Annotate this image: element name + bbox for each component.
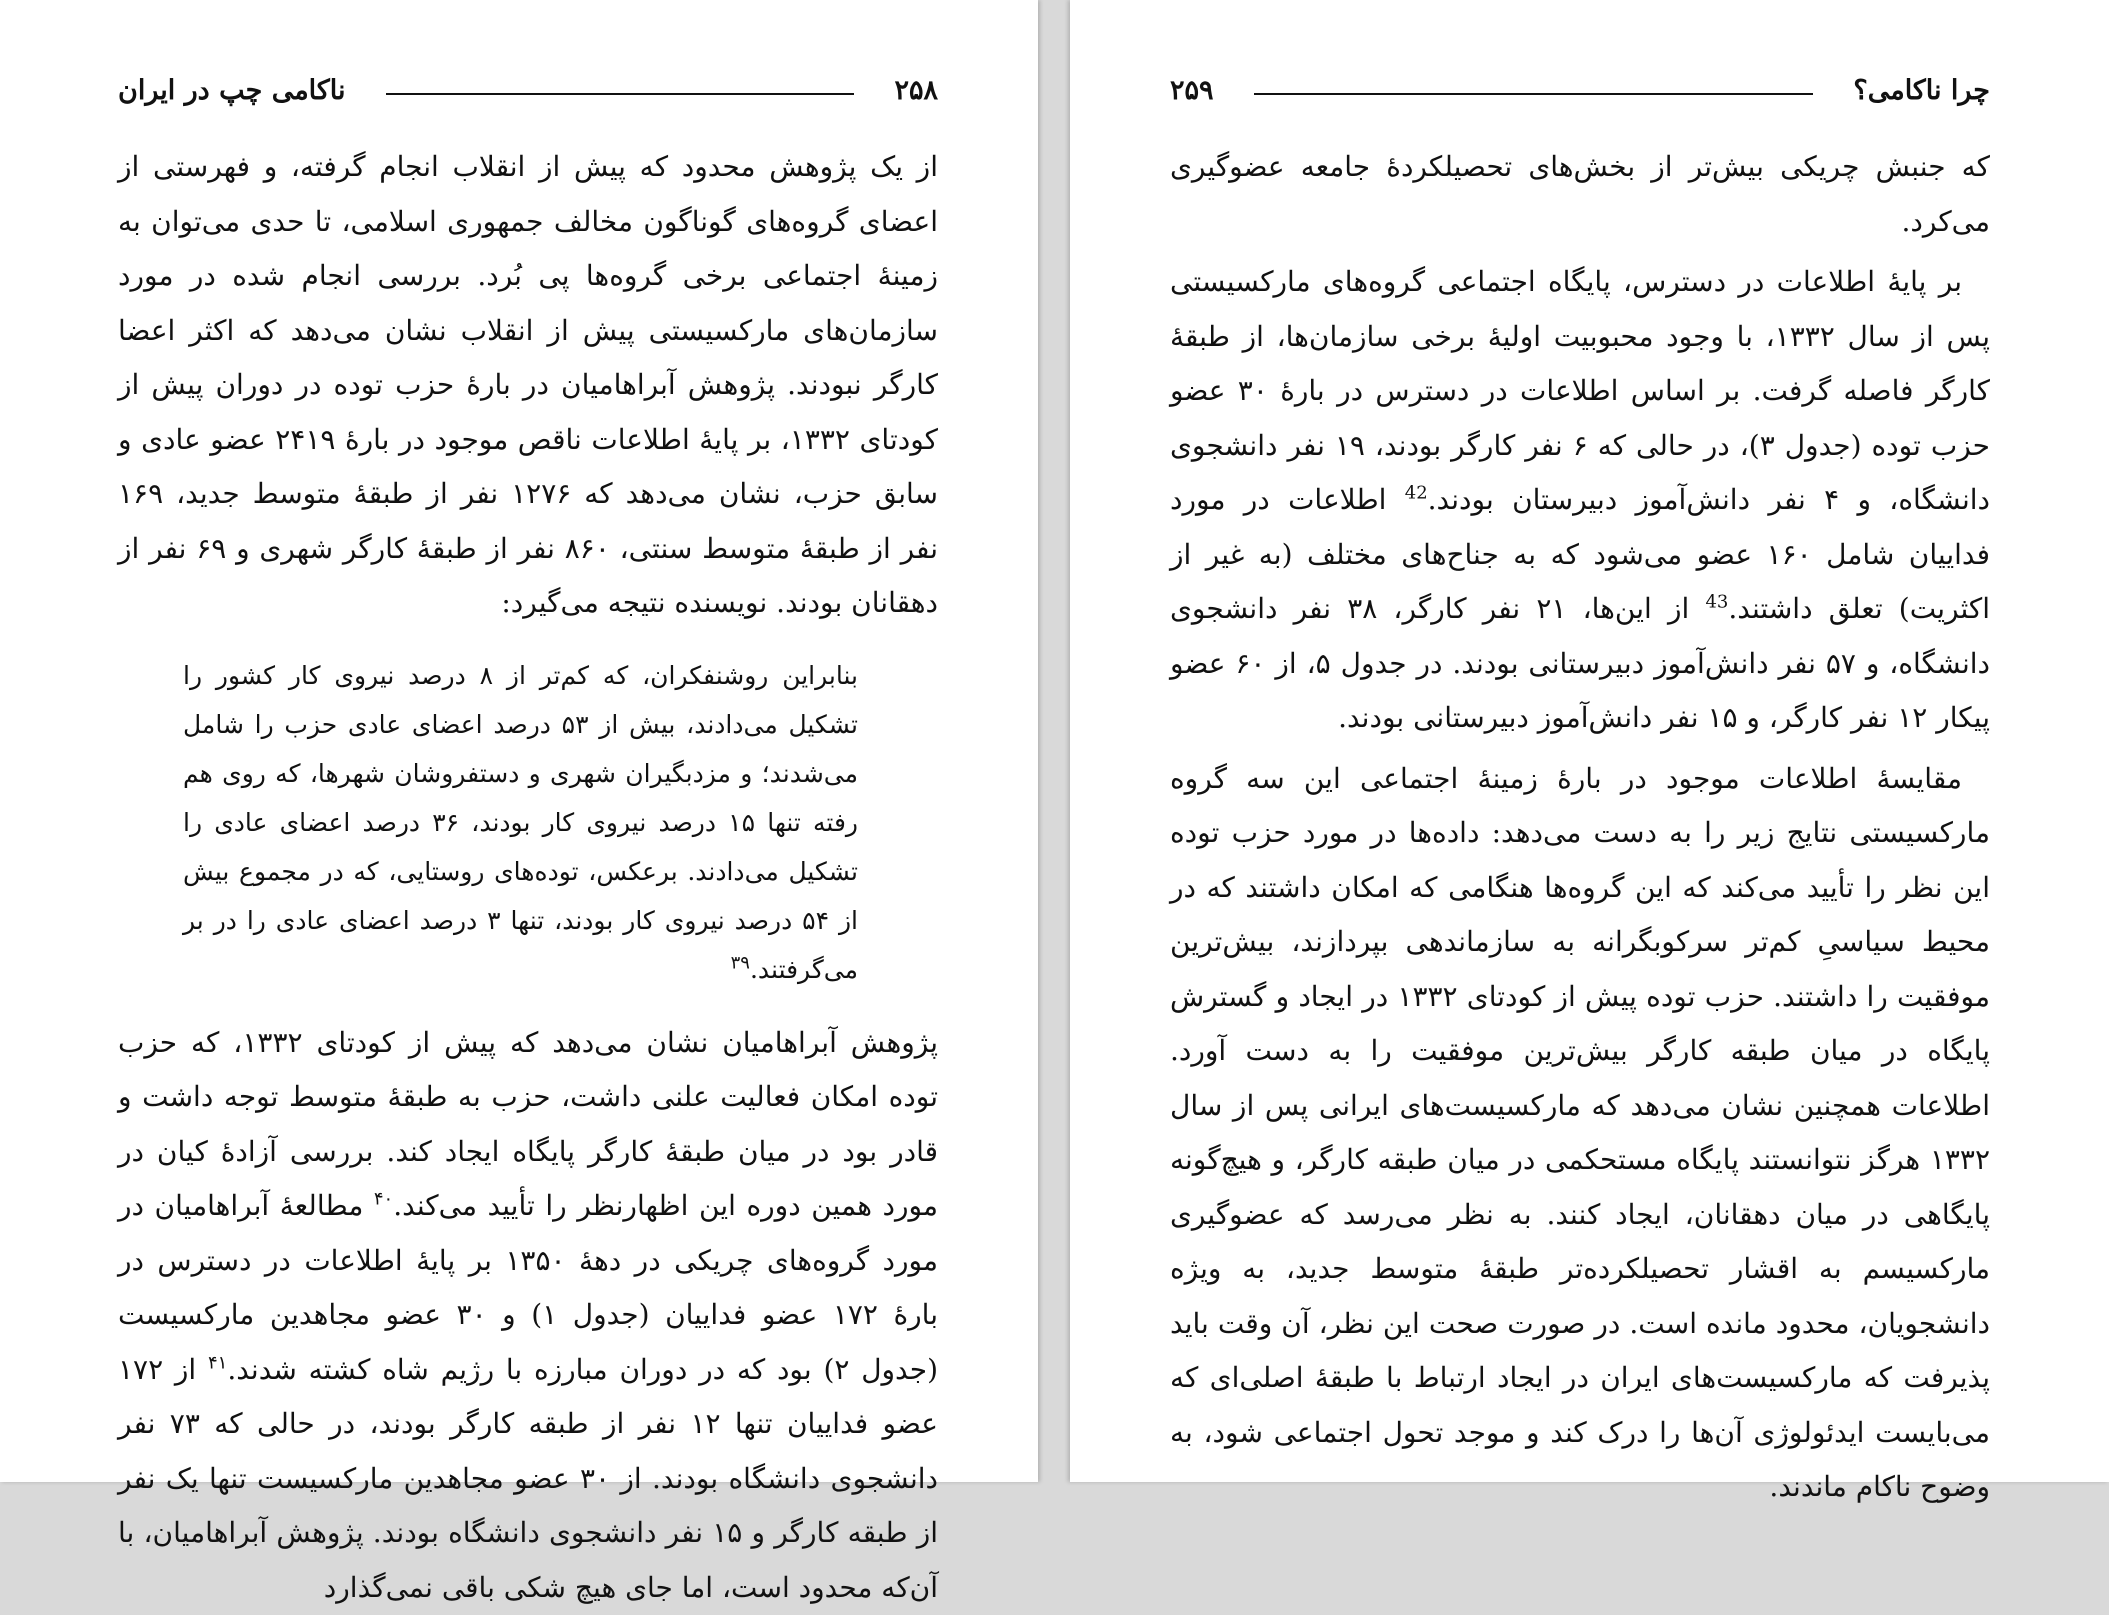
paragraph-text: از ۱۷۲ عضو فداییان تنها ۱۲ نفر از طبقه کارگر بودند، در حالی که ۷۳ نفر دانشجوی دانشگاه بودند. از ۳۰ عضو مجاهدین مارکسیست تنها یک نفر از طبقه کارگر و ۱۵ نفر دانشجوی دانشگاه بودند. پژوهش آبراهامیان، با آن‌که محدود است، اما جای هیچ شکی باقی نمی‌گذارد [118,1353,938,1604]
footnote-marker: 42 [1405,483,1428,504]
paragraph-text: پژوهش آبراهامیان نشان می‌دهد که پیش از کودتای ۱۳۳۲، که حزب توده امکان فعالیت علنی داشت، حزب به طبقهٔ متوسط توجه داشت و قادر بود در میان طبقهٔ کارگر پایگاه ایجاد کند. بررسی آزادهٔ کیان در مورد همین دوره این اظهارنظر را تأیید می‌کند. [118,1026,938,1223]
header-rule [386,93,855,95]
footnote-marker: ۴۰ [374,1189,393,1210]
paragraph-text: مطالعهٔ آبراهامیان در مورد گروه‌های چریکی در دههٔ ۱۳۵۰ بر پایهٔ اطلاعات در دسترس در بارهٔ ۱۷۲ عضو فداییان (جدول ۱) و ۳۰ عضو مجاهدین مارکسیست (جدول ۲) بود که در دوران مبارزه با رژیم شاه کشته شدند. [118,1189,938,1386]
paragraph [118,1016,938,1615]
left-page [0,0,1038,1482]
left-page-body [118,140,938,1615]
paragraph [118,140,938,631]
right-running-title: چرا ناکامی؟ [1853,75,1990,106]
paragraph [1170,255,1990,746]
paragraph-text: از یک پژوهش محدود که پیش از انقلاب انجام گرفته، و فهرستی از اعضای گروه‌های گوناگون مخالف جمهوری اسلامی، تا حدی می‌توان به زمینهٔ اجتماعی برخی گروه‌ها پی بُرد. بررسی انجام شده در مورد سازمان‌های مارکسیستی پیش از انقلاب نشان می‌دهد که اکثر اعضا کارگر نبودند. پژوهش آبراهامیان در بارهٔ حزب توده در دوران پیش از کودتای ۱۳۳۲، بر پایهٔ اطلاعات ناقص موجود در بارهٔ ۲۴۱۹ عضو عادی و سابق حزب، نشان می‌دهد که ۱۲۷۶ نفر از طبقهٔ متوسط جدید، ۱۶۹ نفر از طبقهٔ متوسط سنتی، ۸۶۰ نفر از طبقهٔ کارگر شهری و ۶۹ نفر از دهقانان بودند. نویسنده نتیجه می‌گیرد: [118,150,938,619]
right-page-body [1170,140,1990,1515]
paragraph-text: که جنبش چریکی بیش‌تر از بخش‌های تحصیلکردهٔ جامعه عضوگیری می‌کرد. [1170,150,1990,238]
paragraph-text: بر پایهٔ اطلاعات در دسترس، پایگاه اجتماعی گروه‌های مارکسیستی پس از سال ۱۳۳۲، با وجود محبوبیت اولیهٔ برخی سازمان‌ها، از طبقهٔ کارگر فاصله گرفت. بر اساس اطلاعات در دسترس در بارهٔ ۳۰ عضو حزب توده (جدول ۳)، در حالی که ۶ نفر کارگر بودند، ۱۹ نفر دانشجوی دانشگاه، و ۴ نفر دانش‌آموز دبیرستان بودند. [1170,265,1990,516]
left-page-number: ۲۵۸ [894,75,938,106]
left-running-title: ناکامی چپ در ایران [118,75,346,106]
paragraph-text: اطلاعات در مورد فداییان شامل ۱۶۰ عضو می‌شود که به جناح‌های مختلف (به غیر از اکثریت) تعلق داشتند. [1170,483,1990,625]
footnote-marker: ۴۱ [208,1352,227,1373]
right-page-number: ۲۵۹ [1170,75,1214,106]
footnote-marker: ۳۹ [731,952,750,973]
paragraph-text: از این‌ها، ۲۱ نفر کارگر، ۳۸ نفر دانشجوی دانشگاه، و ۵۷ نفر دانش‌آموز دبیرستانی بودند. در جدول ۵، از ۶۰ عضو پیکار ۱۲ نفر کارگر، و ۱۵ نفر دانش‌آموز دبیرستانی بودند. [1170,592,1990,734]
quote-text: بنابراین روشنفکران، که کم‌تر از ۸ درصد نیروی کار کشور را تشکیل می‌دادند، بیش از ۵۳ درصد اعضای عادی حزب را شامل می‌شدند؛ و مزدبگیران شهری و دستفروشان شهرها، که روی هم رفته تنها ۱۵ درصد نیروی کار بودند، ۳۶ درصد اعضای عادی را تشکیل می‌دادند. برعکس، توده‌های روستایی، که در مجموع بیش از ۵۴ درصد نیروی کار بودند، تنها ۳ درصد اعضای عادی را در بر می‌گرفتند. [183,661,858,984]
header-rule [1254,93,1814,95]
paragraph [1170,140,1990,249]
paragraph [1170,752,1990,1515]
block-quote [183,651,858,994]
right-page [1070,0,2109,1482]
footnote-marker: 43 [1705,592,1728,613]
left-page-header [118,70,938,110]
right-page-header [1170,70,1990,110]
paragraph-text: مقایسهٔ اطلاعات موجود در بارهٔ زمینهٔ اجتماعی این سه گروه مارکسیستی نتایج زیر را به دست می‌دهد: داده‌ها در مورد حزب توده این نظر را تأیید می‌کند که این گروه‌ها هنگامی که امکان داشتند که در محیط سیاسیِ کم‌تر سرکوبگرانه به سازماندهی بپردازند، بیش‌ترین موفقیت را داشتند. حزب توده پیش از کودتای ۱۳۳۲ در ایجاد و گسترش پایگاه در میان طبقه کارگر بیش‌ترین موفقیت را به دست آورد. اطلاعات همچنین نشان می‌دهد که مارکسیست‌های ایرانی پس از سال ۱۳۳۲ هرگز نتوانستند پایگاه مستحکمی در میان طبقه کارگر، و هیچ‌گونه پایگاهی در میان دهقانان، ایجاد کنند. به نظر می‌رسد که عضوگیری مارکسیسم به اقشار تحصیلکرده‌تر طبقهٔ متوسط جدید، به ویژه دانشجویان، محدود مانده است. در صورت صحت این نظر، آن وقت باید پذیرفت که مارکسیست‌های ایران در ایجاد ارتباط با طبقهٔ اصلی‌ای که می‌بایست ایدئولوژی آن‌ها را درک کند و موجد تحول اجتماعی شود، به وضوح ناکام ماندند. [1170,762,1990,1504]
